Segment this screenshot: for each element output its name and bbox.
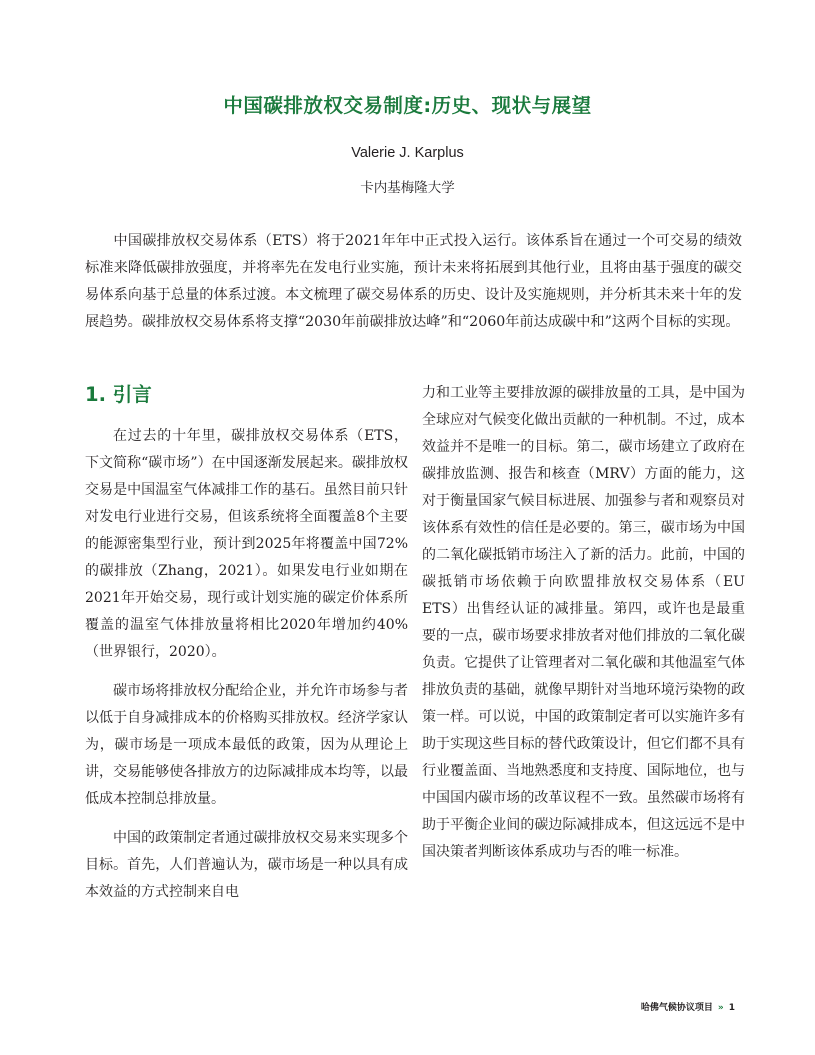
page-number: 1 [728, 1003, 735, 1013]
body-paragraph: 在过去的十年里，碳排放权交易体系（ETS，下文简称“碳市场”）在中国逐渐发展起来。碳排放权交易是中国温室气体减排工作的基石。虽然目前只针对发电行业进行交易，但该系统将全面覆盖8个主要的能源密集型行业，预计到2025年将覆盖中国72%的碳排放（Zhang，2021）。如果发电行业如期在2021年开始交易，现行或计划实施的碳定价体系所覆盖的温室气体排放量将相比2020年增加约40%（世界银行，2020）。 [85, 428, 408, 660]
body-paragraph: 中国的政策制定者通过碳排放权交易来实现多个目标。首先，人们普遍认为，碳市场是一种以具有成本效益的方式控制来自电 [85, 830, 408, 900]
body-paragraph-continued: 力和工业等主要排放源的碳排放量的工具，是中国为全球应对气候变化做出贡献的一种机制。不过，成本效益并不是唯一的目标。第二，碳市场建立了政府在碳排放监测、报告和核查（MRV）方面的能力，这对于衡量国家气候目标进展、加强参与者和观察员对该体系有效性的信任是必要的。第三，碳市场为中国的二氧化碳抵销市场注入了新的活力。此前，中国的碳抵销市场依赖于向欧盟排放权交易体系（EU ETS）出售经认证的减排量。第四，或许也是最重要的一点，碳市场要求排放者对他们排放的二氧化碳负责。它提供了让管理者对二氧化碳和其他温室气体排放负责的基础，就像早期针对当地环境污染物的政策一样。可以说，中国的政策制定者可以实施许多有助于实现这些目标的替代政策设计，但它们都不具有行业覆盖面、当地熟悉度和支持度、国际地位，也与中国国内碳市场的改革议程不一致。虽然碳市场将有助于平衡企业间的碳边际减排成本，但这远远不是中国决策者判断该体系成功与否的唯一标准。 [422, 385, 745, 860]
paper-title: 中国碳排放权交易制度:历史、现状与展望 [223, 94, 592, 117]
body-paragraph: 碳市场将排放权分配给企业，并允许市场参与者以低于自身减排成本的价格购买排放权。经济学家认为，碳市场是一项成本最低的政策，因为从理论上讲，交易能够使各排放方的边际减排成本均等，以最低成本控制总排放量。 [85, 683, 408, 807]
author-affiliation: 卡内基梅隆大学 [360, 180, 455, 196]
footer-separator: » [717, 1003, 724, 1013]
section-heading: 1. 引言 [85, 383, 152, 406]
right-column [422, 380, 745, 866]
abstract: 中国碳排放权交易体系（ETS）将于2021年年中正式投入运行。该体系旨在通过一个可交易的绩效标准来降低碳排放强度，并将率先在发电行业实施，预计未来将拓展到其他行业，且将由基于强度的碳交易体系向基于总量的体系过渡。本文梳理了碳交易体系的历史、设计及实施规则，并分析其未来十年的发展趋势。碳排放权交易体系将支撑“2030年前碳排放达峰”和“2060年前达成碳中和”这两个目标的实现。 [85, 233, 742, 330]
page-footer [641, 1000, 735, 1013]
left-column [85, 378, 408, 918]
footer-project: 哈佛气候协议项目 [640, 1003, 713, 1013]
author-name: Valerie J. Karplus [351, 145, 464, 161]
